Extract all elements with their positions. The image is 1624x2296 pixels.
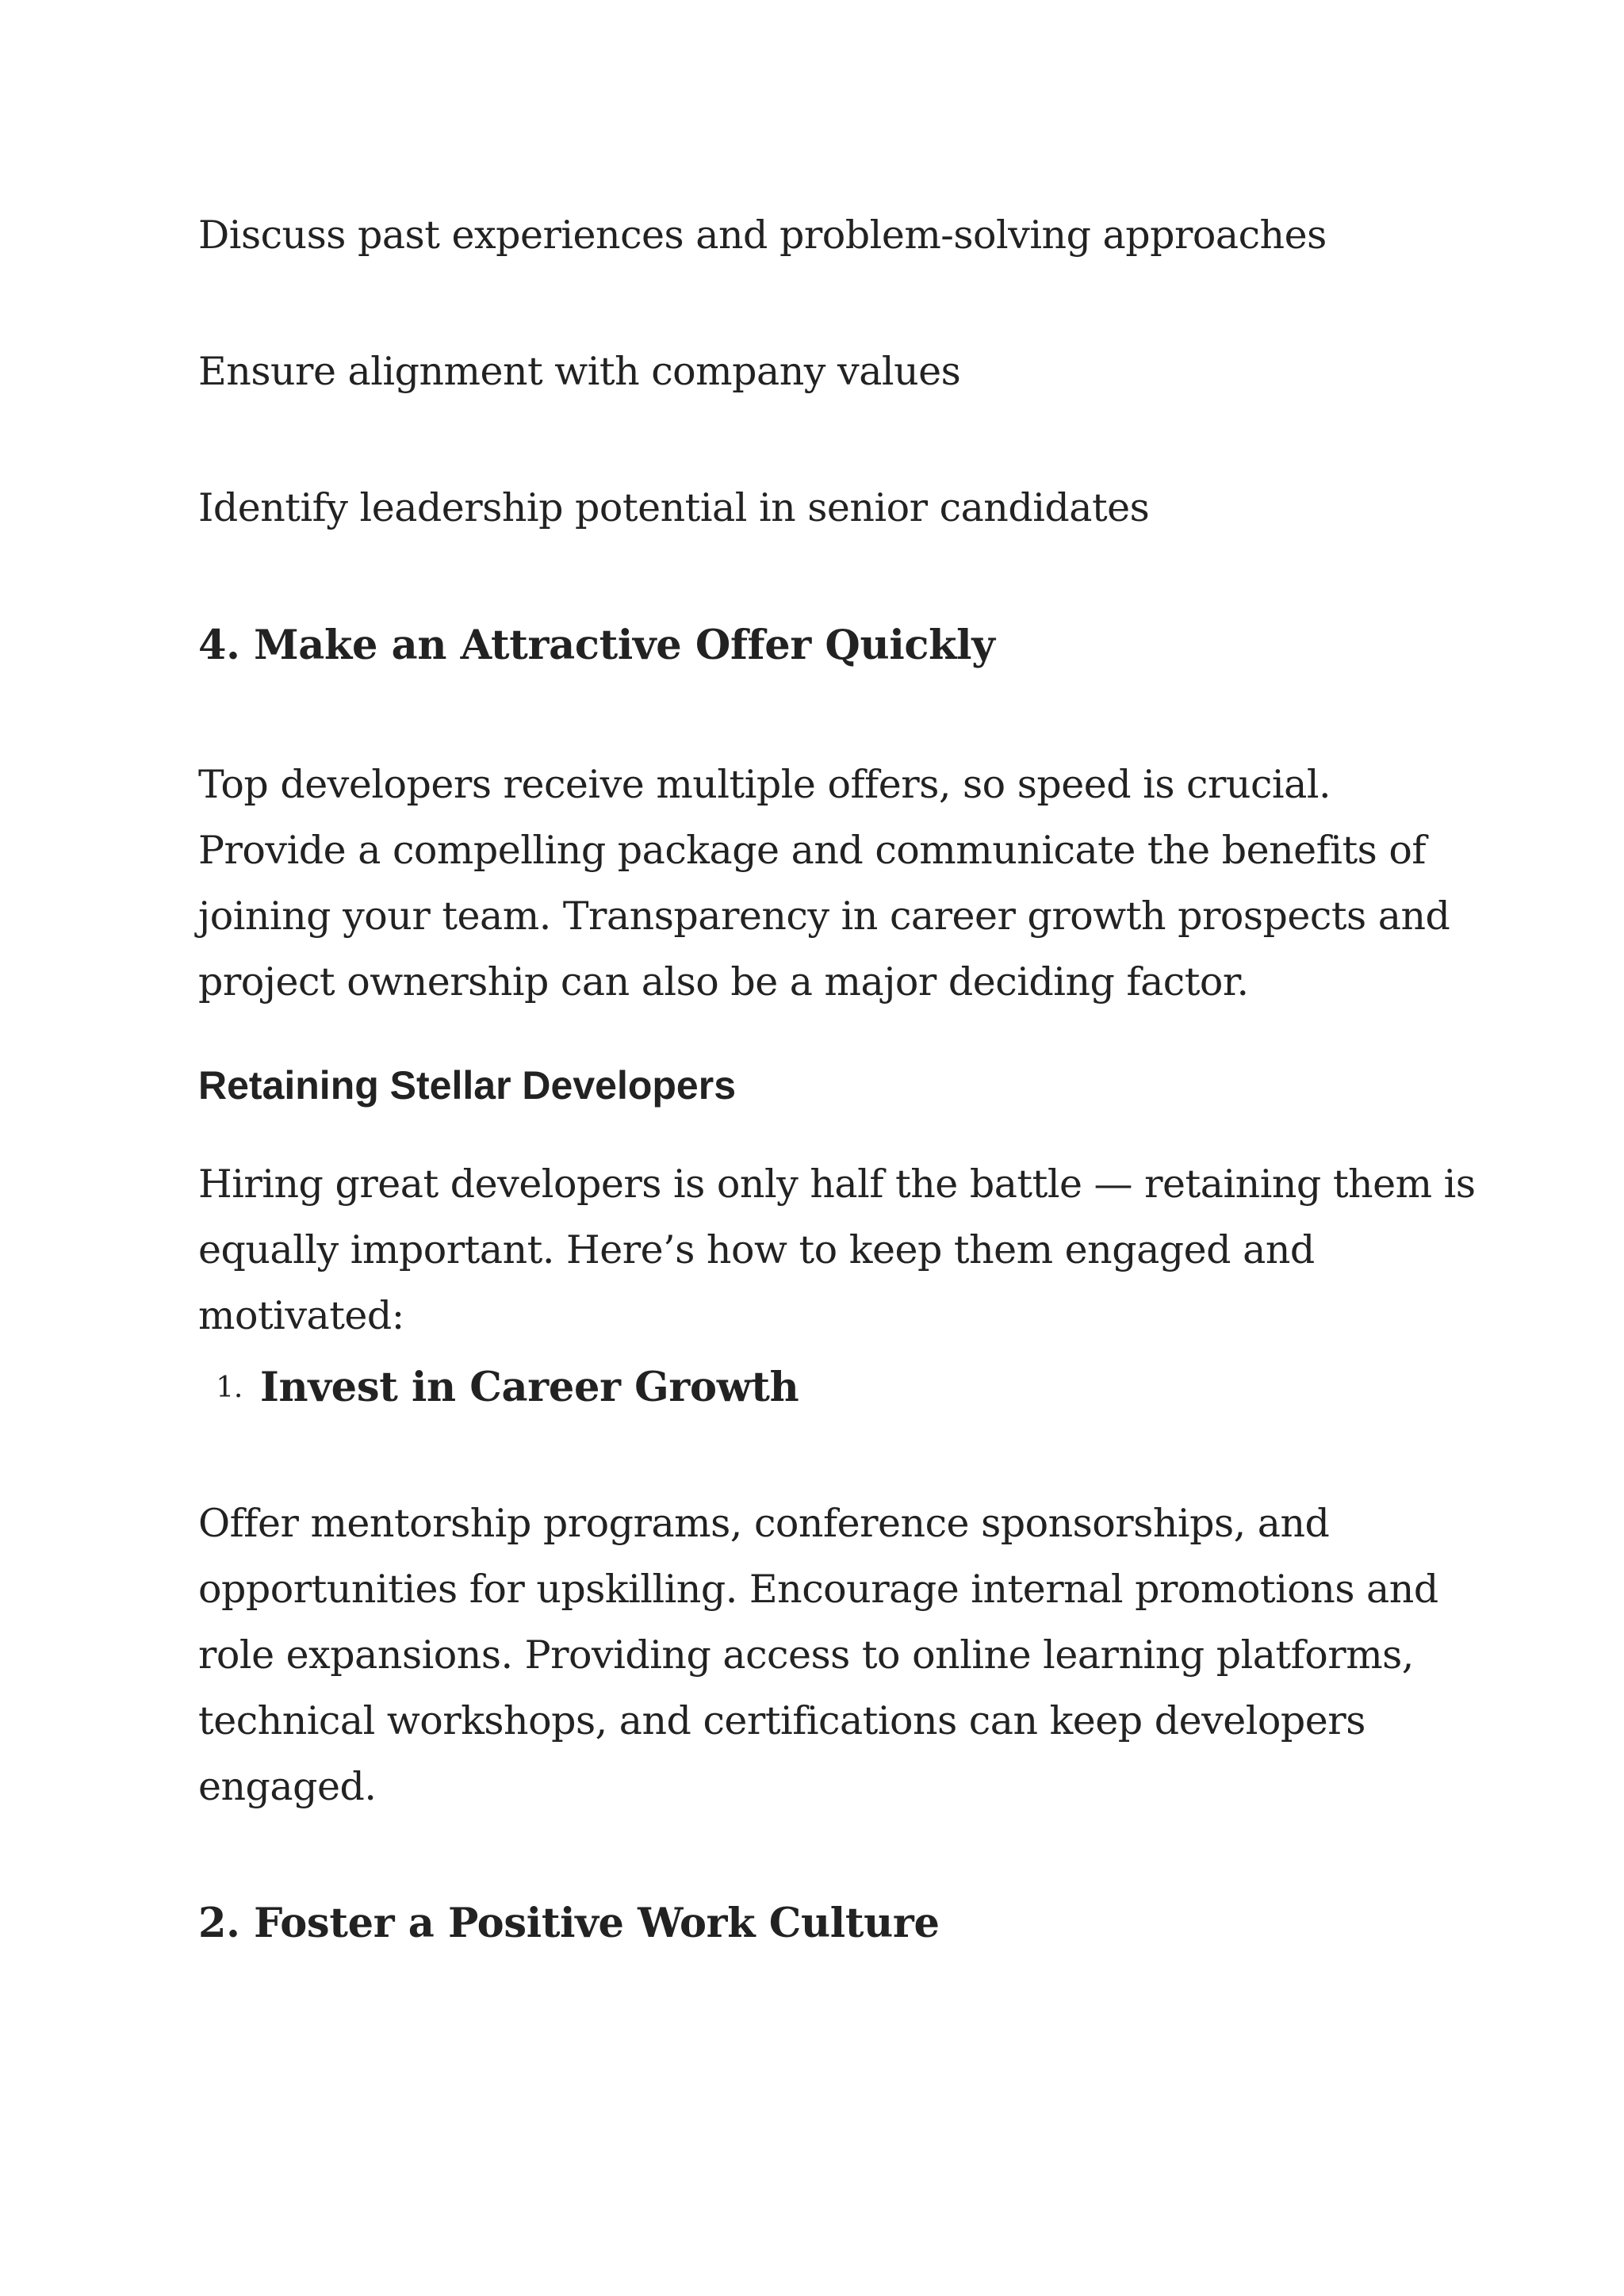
list-item-title: Invest in Career Growth <box>260 1364 799 1411</box>
list-item-number: 1. <box>216 1371 243 1404</box>
paragraph-career-growth: Offer mentorship programs, conference sponsorships, and opportunities for upskilling. Encourage internal promotions and role expansions. Providing access to online learning platforms, technical workshops, and certifications can keep developers engaged. <box>198 1501 1438 1809</box>
list-item-career-growth <box>198 1360 799 1411</box>
paragraph-attractive-offer: Top developers receive multiple offers, so speed is crucial. Provide a compelling package and communicate the benefits of joining your team. Transparency in career growth prospects and project ownership can also be a major deciding factor. <box>198 762 1450 1004</box>
section-heading-retaining-developers: Retaining Stellar Developers <box>198 1063 737 1108</box>
section-heading-attractive-offer: 4. Make an Attractive Offer Quickly <box>198 622 995 669</box>
interview-point-past-experiences: Discuss past experiences and problem-solving approaches <box>198 212 1327 258</box>
interview-point-leadership: Identify leadership potential in senior candidates <box>198 485 1150 530</box>
section-heading-work-culture: 2. Foster a Positive Work Culture <box>198 1900 940 1947</box>
interview-point-company-values: Ensure alignment with company values <box>198 349 961 394</box>
paragraph-retaining-intro: Hiring great developers is only half the battle — retaining them is equally important. Here’s how to keep them engaged and motivated: <box>198 1161 1476 1338</box>
